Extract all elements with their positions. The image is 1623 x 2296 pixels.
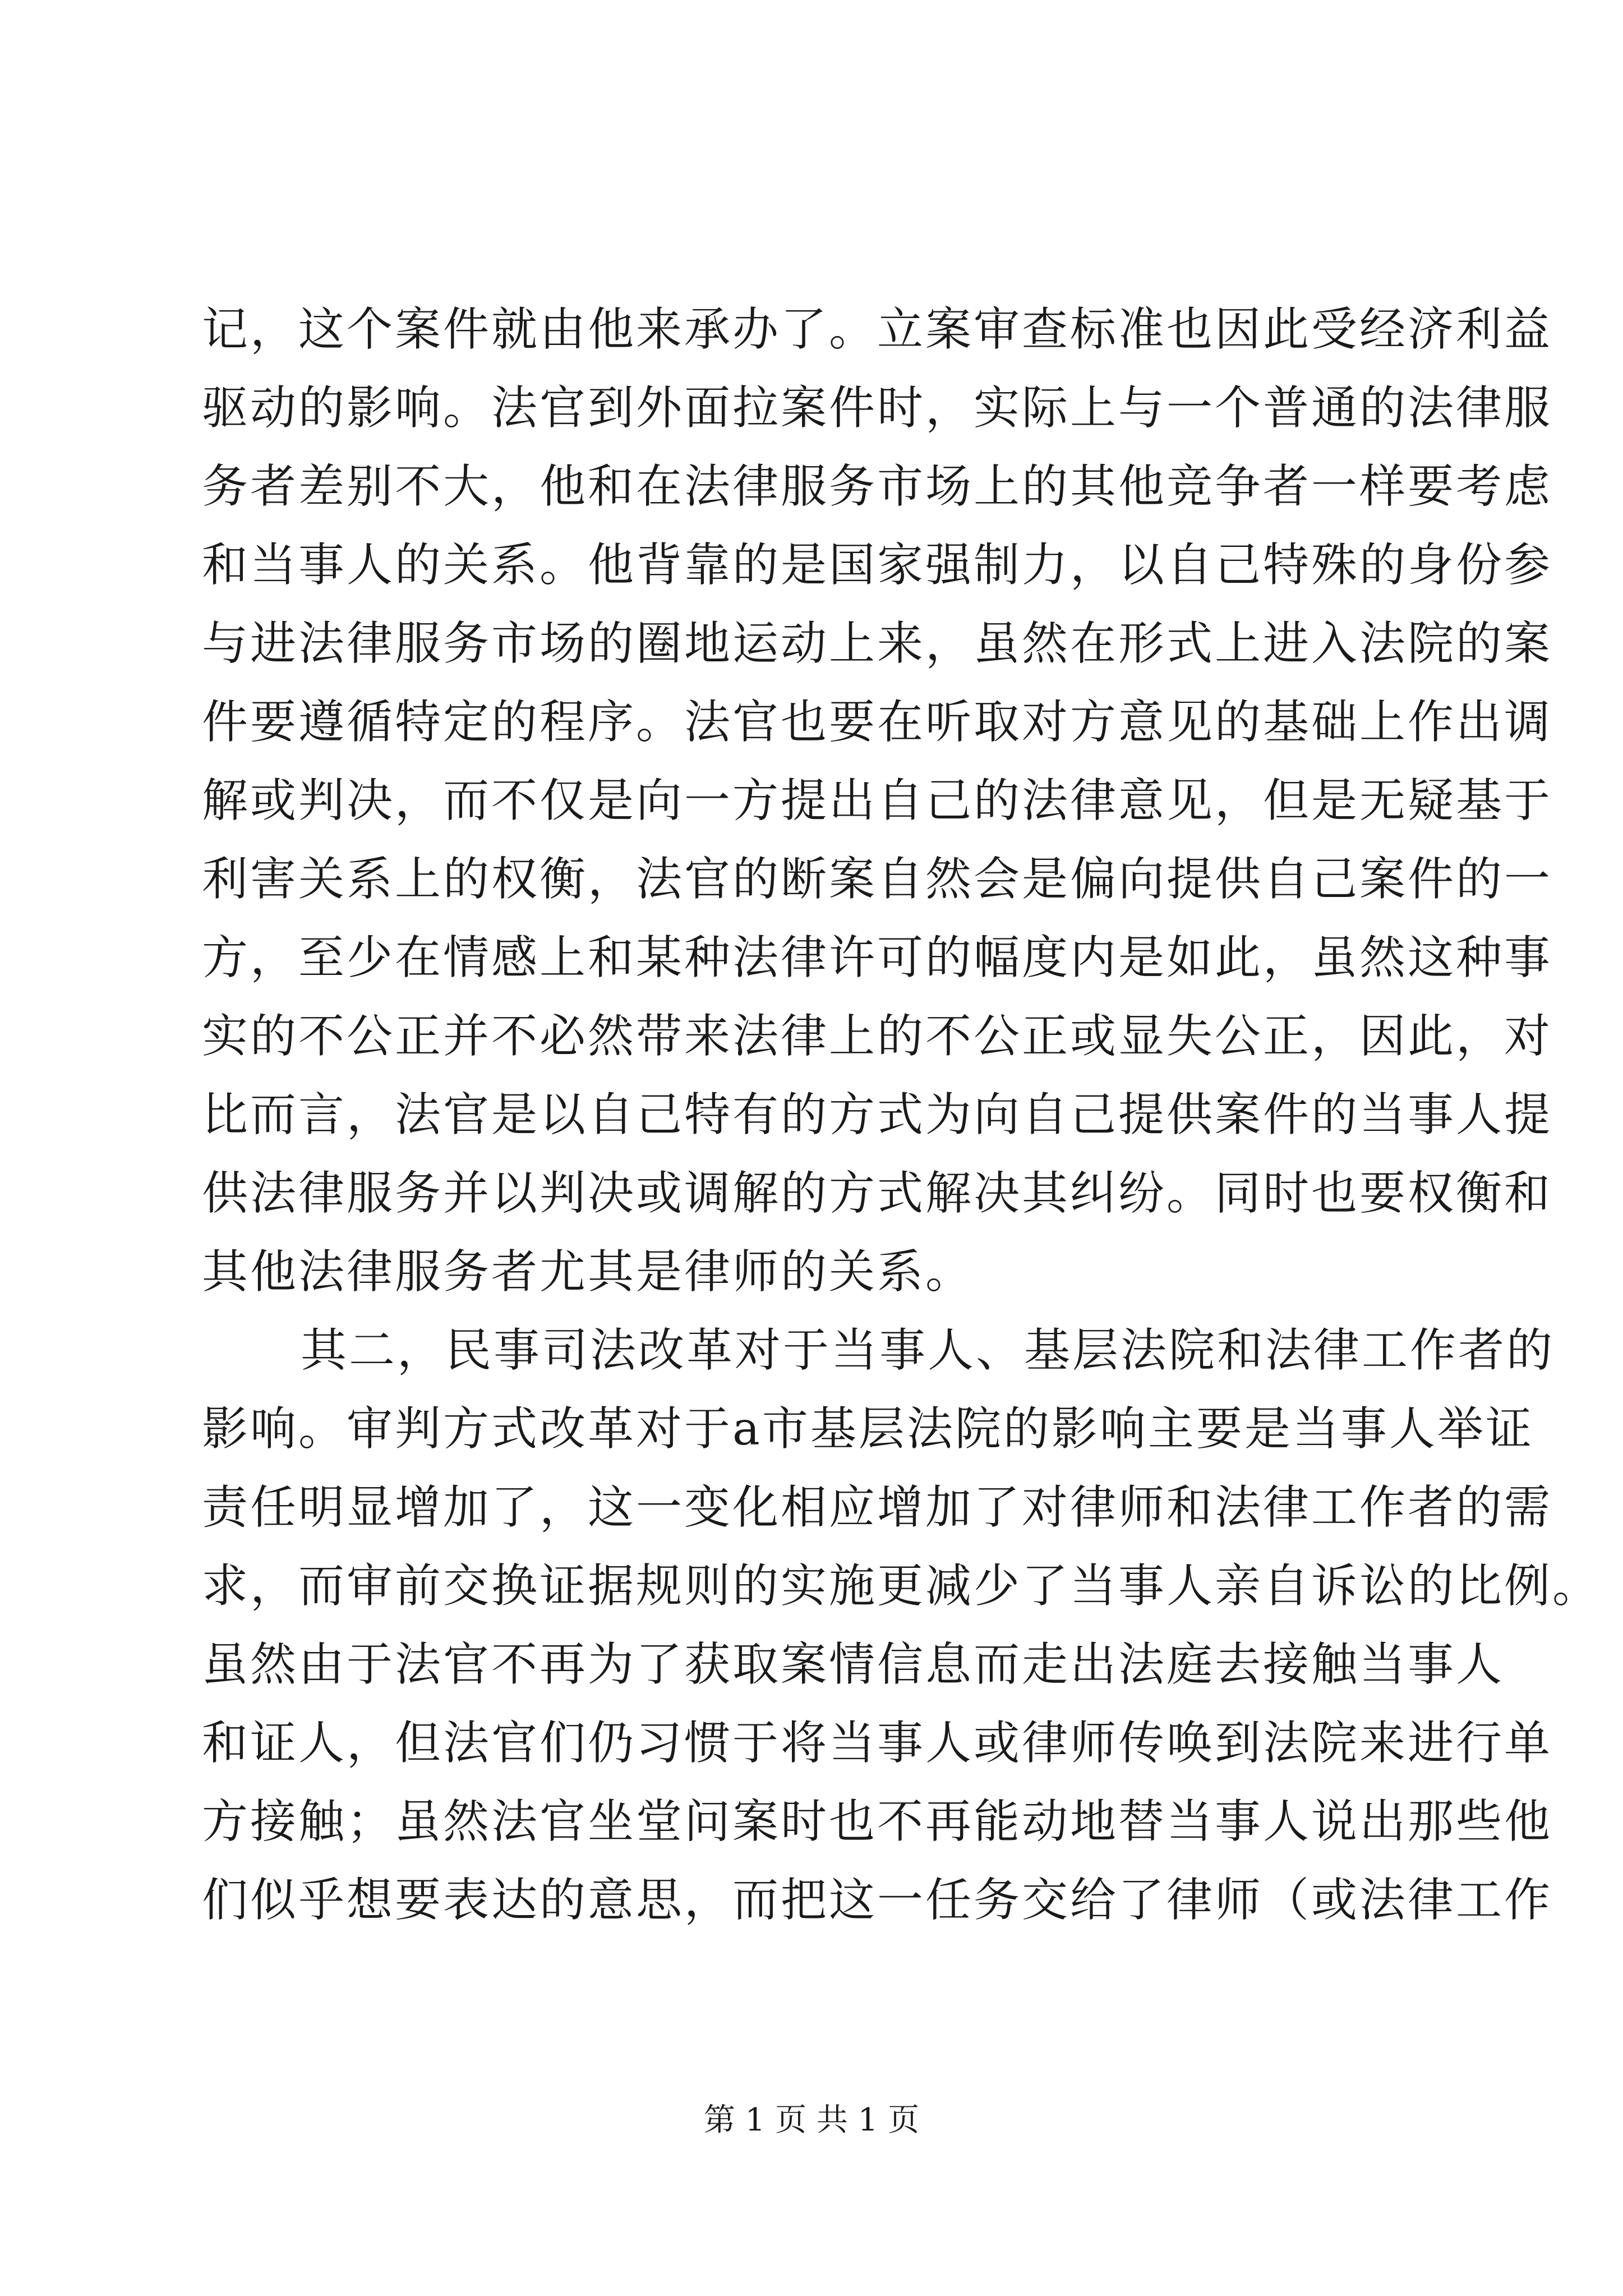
- paragraph-1: [202, 291, 1553, 1312]
- text-line: 记，这个案件就由他来承办了。立案审查标准也因此受经济利益: [202, 303, 1553, 356]
- text-line: 件要遵循特定的程序。法官也要在听取对方意见的基础上作出调: [202, 696, 1553, 749]
- text-line: 解或判决，而不仅是向一方提出自己的法律意见，但是无疑基于: [202, 774, 1553, 827]
- page-number-label: 第 1 页 共 1 页: [703, 2102, 920, 2138]
- text-line: 和当事人的关系。他背靠的是国家强制力，以自己特殊的身份参: [202, 539, 1553, 592]
- text-line: 驱动的影响。法官到外面拉案件时，实际上与一个普通的法律服: [202, 381, 1553, 435]
- text-line: 方接触；虽然法官坐堂问案时也不再能动地替当事人说出那些他: [202, 1795, 1553, 1848]
- text-line: 其二，民事司法改革对于当事人、基层法院和法律工作者的: [301, 1324, 1555, 1377]
- document-body: [202, 291, 1601, 1940]
- text-line: 方，至少在情感上和某种法律许可的幅度内是如此，虽然这种事: [202, 931, 1553, 984]
- text-line: 责任明显增加了，这一变化相应增加了对律师和法律工作者的需: [202, 1481, 1553, 1534]
- text-line: 和证人，但法官们仍习惯于将当事人或律师传唤到法院来进行单: [202, 1717, 1553, 1770]
- text-line: 影响。审判方式改革对于a市基层法院的影响主要是当事人举证: [202, 1402, 1534, 1456]
- text-line: 求，而审前交换证据规则的实施更减少了当事人亲自诉讼的比例。: [202, 1559, 1601, 1613]
- text-line: 利害关系上的权衡，法官的断案自然会是偏向提供自己案件的一: [202, 853, 1553, 906]
- page-footer: [0, 2098, 1623, 2143]
- text-line: 供法律服务并以判决或调解的方式解决其纠纷。同时也要权衡和: [202, 1167, 1553, 1220]
- text-line: 其他法律服务者尤其是律师的关系。: [202, 1245, 974, 1299]
- paragraph-2: [202, 1312, 1601, 1940]
- text-line: 比而言，法官是以自己特有的方式为向自己提供案件的当事人提: [202, 1088, 1553, 1142]
- text-line: 与进法律服务市场的圈地运动上来，虽然在形式上进入法院的案: [202, 617, 1553, 670]
- text-line: 虽然由于法官不再为了获取案情信息而走出法庭去接触当事人: [202, 1638, 1505, 1691]
- text-line: 实的不公正并不必然带来法律上的不公正或显失公正，因此，对: [202, 1010, 1553, 1063]
- text-line: 务者差别不大，他和在法律服务市场上的其他竞争者一样要考虑: [202, 460, 1553, 513]
- text-line: 们似乎想要表达的意思，而把这一任务交给了律师（或法律工作: [202, 1874, 1553, 1927]
